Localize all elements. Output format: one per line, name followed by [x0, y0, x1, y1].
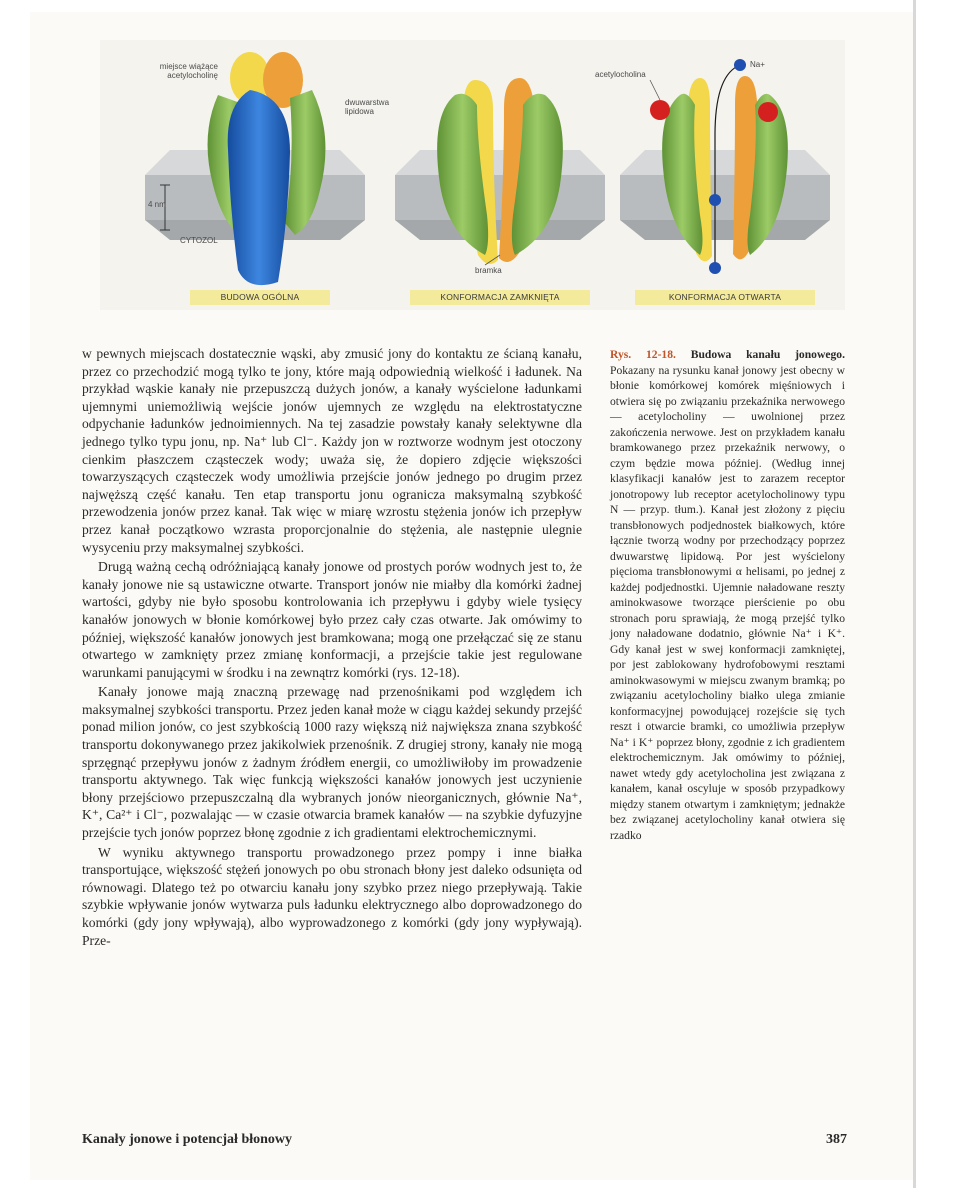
caption-general: BUDOWA OGÓLNA: [190, 290, 330, 305]
acetylcholine-left: [650, 100, 670, 120]
figure-caption-text: Pokazany na rysunku kanał jonowy jest obecny w błonie komórkowej komórek mięśniowych i otwiera się po związaniu przekaźnika nerwowego — acetylocholiny — uwolnionej przez zakończenia nerwowe. Jest on przykładem kanału bramkowanego przez przekaźnik nerwowy, o czym będzie mowa później. (Według innej klasyfikacji kanałów jest to zarazem receptor jonotropowy lub receptor acetylocholinowy typu N — przyp. tłum.). Kanał jest złożony z pięciu transbłonowych podjednostek białkowych, które łącznie tworzą wodny por przechodzący poprzez dwuwarstwę lipidową. Por jest wyścielony pięcioma transbłonowymi α helisami, po jednej z każdej podjednostki. Ujemnie naładowane reszty aminokwasowe tworzące pierścienie po obu stronach poru sprawiają, że mogą przejść tylko jony naładowane dodatnio, głównie Na⁺ i K⁺. Gdy kanał jest w swej konformacji zamkniętej, por jest zablokowany hydrofobowymi resztami aminokwasowymi w miejscu zwanym bramką; po związaniu acetylocholiny białko ulega zmianie konformacyjnej powodującej rozejście się tych reszt i otwarcie bramki, co umożliwia przepływ Na⁺ i K⁺ poprzez błony, zgodnie z ich gradientem elektrochemicznym. Jak omówimy to później, nawet wtedy gdy acetylocholina jest związana z kanałem, kanał oscyluje w sposób przypadkowy między stanem otwartym i zamkniętym; jednakże bez związanej acetylocholiny kanał otwiera się rzadko: [610, 363, 845, 842]
label-4nm: 4 nm: [148, 200, 166, 209]
na-ion-top: [734, 59, 746, 71]
figure-caption-sidebar: [610, 347, 845, 843]
paragraph: Kanały jonowe mają znaczną przewagę nad przenośnikami pod względem ich maksymalnej szybkości transportu. Przez jeden kanał może w ciągu każdej sekundy przejść ponad milion jonów, co jest szybkością 1000 razy większą niż największa znana szybkość transportu dokonywanego przez jakikolwiek przenośnik. Z drugiej strony, kanały nie mogą sprzęgnąć przepływu jonów z żadnym źródłem energii, co umożliwiłoby im prowadzenie transportu aktywnego. Tak więc funkcją większości kanałów jonowych jest uczynienie błony przejściowo przepuszczalną dla wybranych jonów nieorganicznych, głównie Na⁺, K⁺, Ca²⁺ i Cl⁻, pozwalając — w czasie otwarcia bramek kanałów — na szybkie dyfuzyjne przejście tych jonów poprzez błonę zgodnie z ich gradientami elektrochemicznymi.: [82, 684, 582, 841]
panel-open: [620, 59, 830, 274]
figure-title: Budowa kanału jonowego.: [690, 348, 845, 361]
figure-number: Rys. 12-18.: [610, 348, 676, 361]
label-lipid-bilayer: dwuwarstwa lipidowa: [345, 98, 390, 117]
paragraph: Drugą ważną cechą odróżniającą kanały jonowe od prostych porów wodnych jest to, że kanały jonowe nie są ustawiczne otwarte. Transport jonów nie miałby dla komórki żadnej wartości, gdyby nie było sposobu kontrolowania ich przepływu i gdyby wiele tysięcy kanałów jonowych w błonie komórkowej było przez cały czas otwarte. Jak omówimy to później, większość kanałów jonowych jest bramkowana; mogą one przełączać się ze stanu otwartego w zamknięty przez zmianę konformacji, a przejście takie jest regulowane warunkami panującymi w środku i na zewnątrz komórki (rys. 12-18).: [82, 559, 582, 680]
label-na: Na+: [750, 60, 765, 69]
label-cytosol: CYTOZOL: [180, 236, 218, 245]
running-title: Kanały jonowe i potencjał błonowy: [82, 1132, 293, 1147]
page-number: 387: [826, 1132, 847, 1147]
panel-general-structure: [145, 52, 365, 285]
label-gate: bramka: [475, 266, 502, 275]
subunit-blue: [228, 90, 290, 285]
figure-drawing: [100, 40, 845, 310]
paragraph: w pewnych miejscach dostatecznie wąski, aby zmusić jony do kontaktu ze ścianą kanału, przez co przechodzić mogą tylko te jony, które mają odpowiednią wielkość i ładunek. Na przykład wąskie kanały nie przepuszczą dużych jonów, a kanały wyścielone ładunkami ujemnymi uniemożliwią wejście jonów ujemnych ze względu na elektrostatyczne odpychanie ładunków jednoimiennych. Na tej zasadzie powstały kanały selektywne dla jednego tylko typu jonu, np. Na⁺ lub Cl⁻. Każdy jon w roztworze wodnym jest otoczony cienkim płaszczem cząsteczek wody; uważa się, że dopiero zdjęcie większości towarzyszących cząsteczek wody umożliwia przejście jonów jednego po drugim przez najwęższą część kanału. Ten etap transportu jonu ogranicza maksymalną szybkość przewodzenia jonów przez kanał. Tak więc w miarę wzrostu stężenia jonów ich przepływ przez kanał początkowo wzrasta proporcjonalnie do stężenia, ale następnie ulegnie wysyceniu przy maksymalnej szybkości.: [82, 346, 582, 555]
label-acetylcholine: acetylocholina: [595, 70, 646, 79]
acetylcholine-right: [758, 102, 778, 122]
na-ion-bottom: [709, 262, 721, 274]
na-ion-mid: [709, 194, 721, 206]
label-binding-site: miejsce wiążące acetylocholinę: [159, 62, 218, 81]
page-edge: [913, 0, 916, 1188]
panel-closed: [395, 78, 605, 265]
caption-closed: KONFORMACJA ZAMKNIĘTA: [410, 290, 590, 305]
caption-open: KONFORMACJA OTWARTA: [635, 290, 815, 305]
ion-channel-figure: [100, 40, 845, 310]
paragraph: W wyniku aktywnego transportu prowadzonego przez pompy i inne białka transportujące, większość stężeń jonowych po obu stronach błony jest daleko odsunięta od równowagi. Dlatego też po otwarciu kanału jony szybko przez niego przepływają. Takie szybkie wpływanie jonów wytwarza puls ładunku elektrycznego albo doprowadzonego do komórki (gdy jony wpływają), albo wyprowadzonego z komórki (gdy jony wypływają). Prze-: [82, 844, 582, 948]
main-text-column: [82, 345, 582, 949]
